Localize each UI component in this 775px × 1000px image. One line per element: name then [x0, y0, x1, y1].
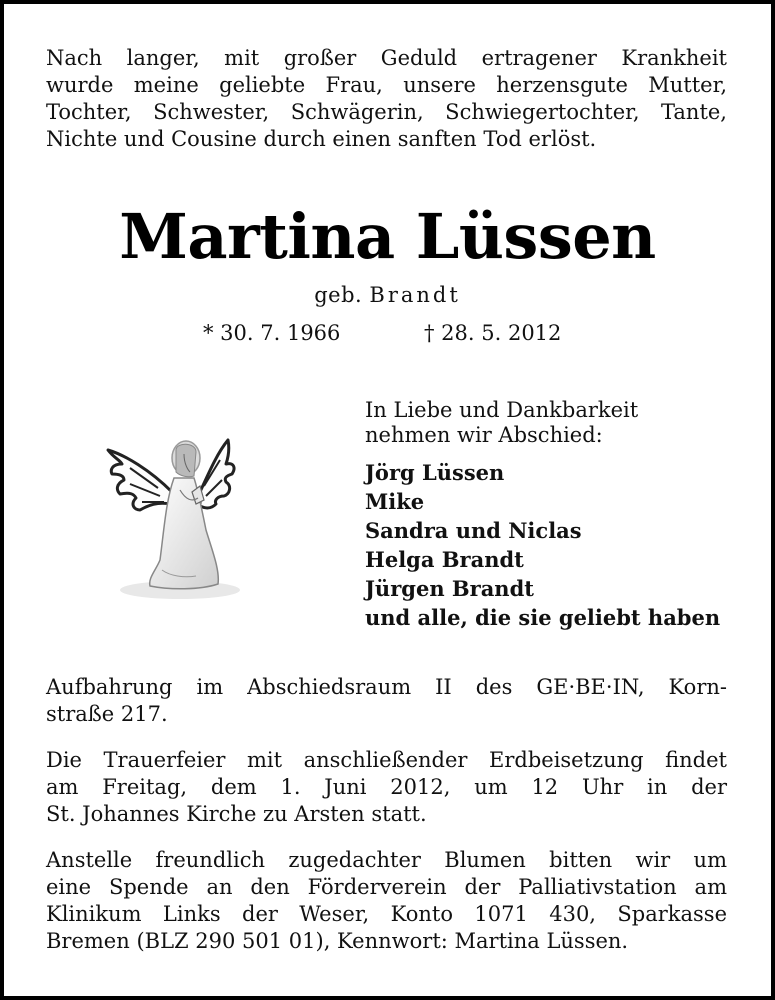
intro-line: Tochter, Schwester, Schwägerin, Schwiegertochter, Tante, [46, 100, 727, 124]
donation-line: Bremen (BLZ 290 501 01), Kennwort: Martina Lüssen. [46, 929, 629, 953]
birth-name: Brandt [369, 283, 461, 307]
intro-line: Nach langer, mit großer Geduld ertragener Krankheit [46, 46, 727, 70]
mourner-name: Helga Brandt [365, 547, 524, 572]
intro-line: Nichte und Cousine durch einen sanften Tod erlöst. [46, 127, 597, 151]
mourner-name: Mike [365, 489, 425, 514]
mourner-name: und alle, die sie geliebt haben [365, 605, 721, 630]
mourner-name: Sandra und Niclas [365, 518, 582, 543]
farewell-line: In Liebe und Dankbarkeit [365, 398, 639, 422]
mourner-name: Jürgen Brandt [365, 576, 534, 601]
donation-line: eine Spende an den Förderverein der Palliativstation am [46, 875, 727, 899]
ceremony-line: am Freitag, dem 1. Juni 2012, um 12 Uhr in der [46, 775, 727, 799]
ceremony-line: St. Johannes Kirche zu Arsten statt. [46, 802, 427, 826]
donation-line: Anstelle freundlich zugedachter Blumen bitten wir um [46, 848, 727, 872]
donation-line: Klinikum Links der Weser, Konto 1071 430, Sparkasse [46, 902, 727, 926]
intro-line: wurde meine geliebte Frau, unsere herzensgute Mutter, [46, 73, 727, 97]
viewing-line: Aufbahrung im Abschiedsraum II des GE·BE·IN, Korn- [46, 675, 727, 699]
ceremony-line: Die Trauerfeier mit anschließender Erdbeisetzung findet [46, 748, 727, 772]
angel-icon [100, 430, 245, 602]
birth-prefix: geb. [314, 283, 363, 307]
birth-name-line [0, 283, 775, 307]
farewell-line: nehmen wir Abschied: [365, 423, 603, 447]
viewing-line: straße 217. [46, 702, 168, 726]
death-date: † 28. 5. 2012 [424, 321, 562, 345]
deceased-name: Martina Lüssen [119, 200, 656, 273]
mourner-name: Jörg Lüssen [365, 460, 505, 485]
birth-date: * 30. 7. 1966 [203, 321, 341, 345]
